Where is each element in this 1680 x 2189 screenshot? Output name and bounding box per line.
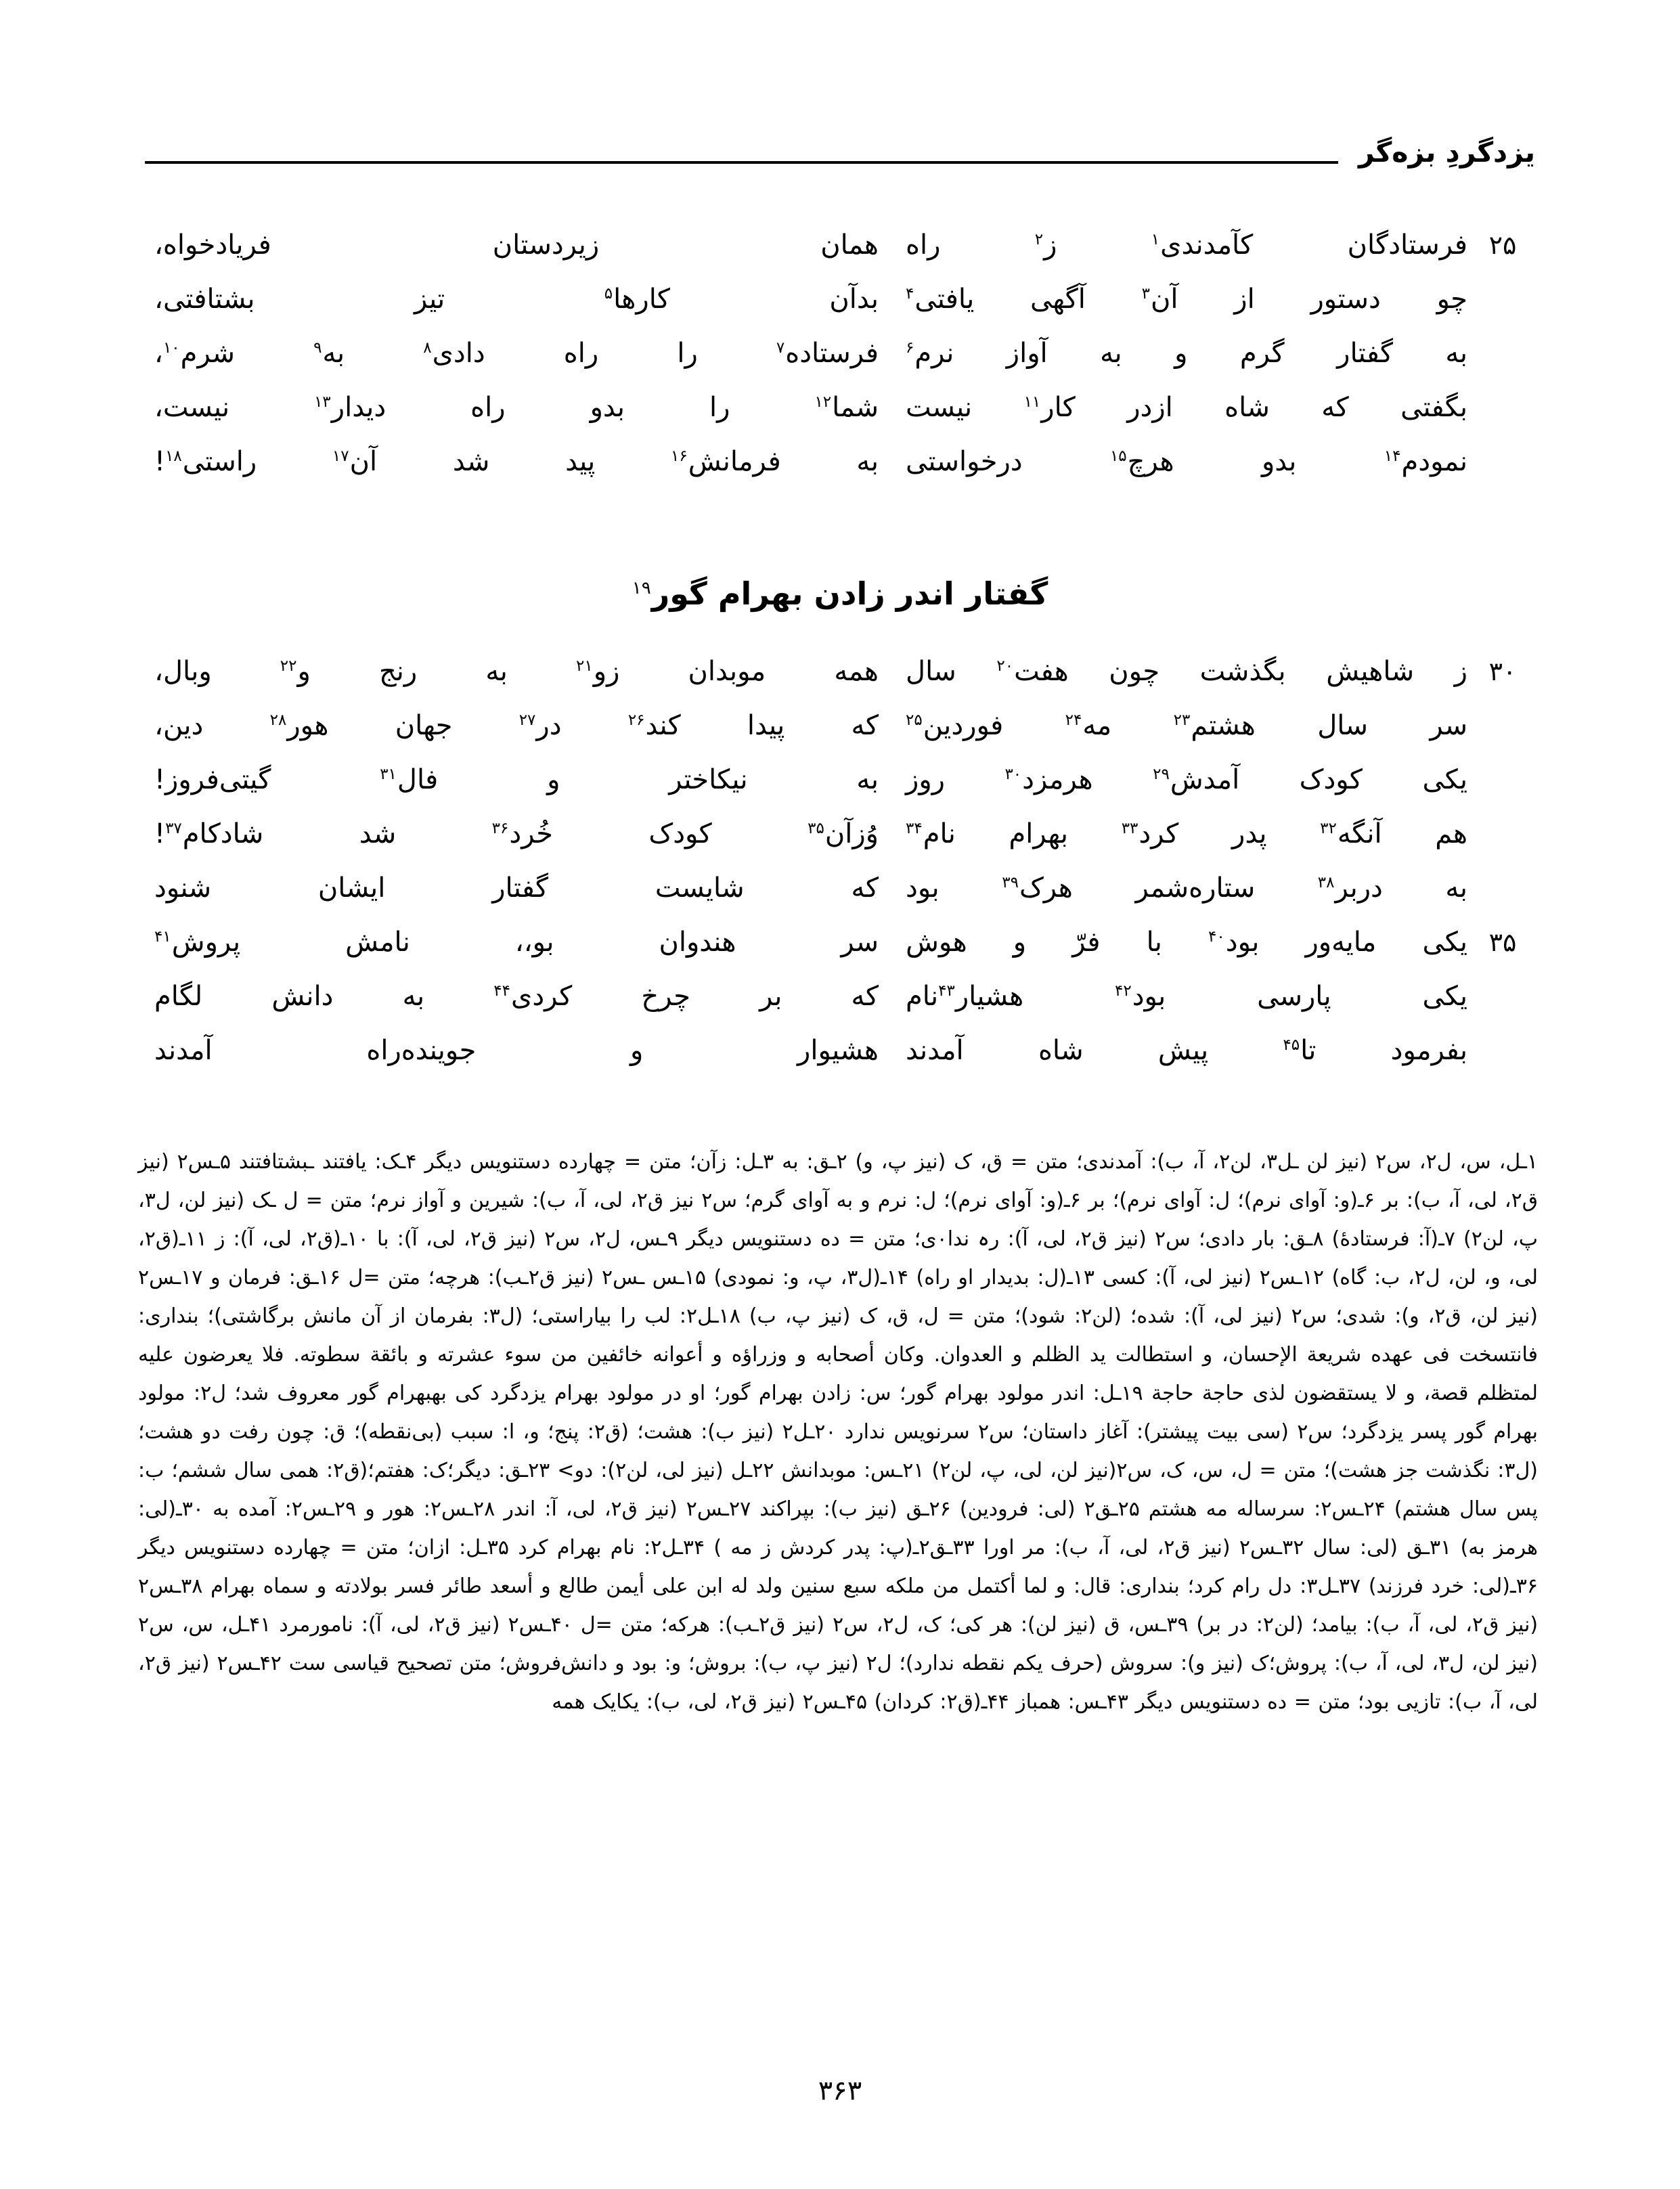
verse-line-number: ۲۵	[1488, 230, 1517, 260]
verse-word: دربر$^{۳۸}$	[1317, 872, 1383, 904]
footnote-marker: ۳۴	[906, 819, 923, 837]
footnote-marker: ۲۲	[280, 657, 297, 675]
verse-word: و	[630, 1035, 644, 1066]
verse-word: شد	[359, 818, 397, 849]
verse-word: فال$^{۳۱}$	[380, 764, 439, 795]
verse-line	[145, 699, 1535, 753]
hemistich-second	[154, 915, 906, 969]
verse-word: یکی	[1422, 764, 1467, 795]
verse-word: گیتی‌فروز!	[154, 764, 271, 795]
verse-word: ز$^۲$	[1034, 229, 1057, 261]
verse-word: که	[851, 981, 879, 1012]
verse-word: شما$^{۱۲}$	[814, 392, 879, 423]
verse-word: آواز	[1006, 338, 1048, 369]
footnote-marker: ۲	[1034, 230, 1044, 248]
verse-word: زیردستان	[492, 229, 600, 261]
verse-word: آن$^۳$	[1141, 284, 1178, 315]
verse-word: و	[1174, 338, 1188, 369]
verse-word: چون	[1109, 656, 1160, 687]
footnote-marker: ۳۷	[165, 819, 182, 837]
verse-word: آنگه$^{۳۲}$	[1320, 818, 1382, 849]
verse-word: یکی	[1422, 981, 1467, 1012]
footnote-marker: ۲۷	[518, 711, 536, 729]
verse-word: کند$^{۲۶}$	[627, 710, 681, 741]
verse-word: هم	[1435, 818, 1467, 849]
verse-word: هرمزد$^{۳۰}$	[1004, 764, 1093, 795]
verse-line	[145, 326, 1535, 380]
verse-word: درخواستی	[906, 446, 1023, 477]
verse-word: به	[856, 764, 879, 795]
footnote-marker: ۱۶	[671, 447, 688, 465]
verse-word: آمدند	[154, 1035, 213, 1066]
verse-word: و$^{۲۲}$	[280, 656, 311, 687]
verse-word: هرچ$^{۱۵}$	[1109, 446, 1174, 477]
footnote-marker: ۴۰	[1208, 927, 1225, 946]
verse-word: گفتار	[1337, 338, 1393, 369]
verse-word: آن$^{۱۷}$	[332, 446, 378, 477]
footnote-marker: ۴۴	[493, 981, 511, 1000]
hemistich-second	[154, 699, 906, 753]
verse-word: نیکاختر	[669, 764, 748, 795]
footnote-marker: ۱۵	[1109, 447, 1127, 465]
verse-word: آمدند	[906, 1035, 964, 1066]
verse-word: راه	[906, 229, 941, 261]
verse-word: مایه‌ور	[1305, 927, 1377, 958]
footnote-marker: ۲۳	[1173, 711, 1191, 729]
verse-word: شایست	[655, 872, 745, 904]
header-rule	[145, 161, 1338, 164]
verse-word: که	[851, 710, 879, 741]
running-header-title: یزدگردِ بزه‌گر	[1358, 136, 1535, 169]
verse-word: بهرام	[1009, 818, 1069, 849]
verse-word: دانش	[271, 981, 334, 1012]
verse-word: خُرد$^{۳۶}$	[491, 818, 553, 849]
verse-word: فوردین$^{۲۵}$	[906, 710, 1004, 741]
verse-word: شاه	[1224, 392, 1270, 423]
verse-word: پید	[565, 446, 596, 477]
verse-line	[145, 435, 1535, 489]
verse-word: موبدان	[688, 656, 766, 687]
verse-line	[145, 644, 1535, 699]
footnote-marker: ۳۲	[1320, 819, 1337, 837]
footnote-marker: ۱۴	[1384, 447, 1401, 465]
hemistich-second	[154, 218, 906, 272]
verse-word: چو	[1436, 284, 1467, 315]
verse-word: هشیوار	[797, 1035, 879, 1066]
verse-word: شرم$^{۱۰}$،	[154, 338, 236, 369]
verse-word: هور$^{۲۸}$	[269, 710, 329, 741]
verse-word: تیز	[414, 284, 445, 315]
footnote-marker: ۱۱	[1023, 393, 1041, 411]
verse-word: به	[402, 981, 425, 1012]
verse-word: بدو	[1261, 446, 1297, 477]
verse-word: چرخ	[641, 981, 691, 1012]
verse-word: نام$^{۳۴}$	[906, 818, 956, 849]
verse-word: نیست	[906, 392, 973, 423]
verse-word: کارها$^۵$	[604, 284, 670, 315]
verse-word: کآمدندی$^۱$	[1151, 229, 1254, 261]
verse-word: همه	[834, 656, 879, 687]
verse-word: آمدش$^{۲۹}$	[1153, 764, 1240, 795]
verse-word: دادی$^۸$	[423, 338, 485, 369]
verse-word: ایشان	[317, 872, 386, 904]
footnote-marker: ۳۱	[380, 765, 397, 783]
verse-line	[145, 380, 1535, 435]
verse-word: سر	[1430, 710, 1467, 741]
verse-word: ازدر	[1127, 392, 1173, 423]
verse-word: لگام	[154, 981, 203, 1012]
verse-word: به$^۹$	[313, 338, 345, 369]
verse-word: نیست،	[154, 392, 230, 423]
verse-word: راه	[563, 338, 599, 369]
hemistich-first	[906, 699, 1470, 753]
verse-word: ز	[1454, 656, 1467, 687]
verse-word: از	[1234, 284, 1255, 315]
footnote-marker: ۱۰	[162, 338, 180, 357]
verse-line	[145, 218, 1535, 272]
verse-word: پروش$^{۴۱}$	[154, 927, 241, 958]
hemistich-second	[154, 326, 906, 380]
section-heading: گفتار اندر زادن بهرام گور$^{۱۹}$	[632, 575, 1048, 612]
verse-word: و	[547, 764, 560, 795]
footnote-marker: ۱۳	[314, 393, 331, 411]
verse-word: بود$^{۴۲}$	[1114, 981, 1166, 1012]
verse-word: فرستادگان	[1347, 229, 1467, 261]
hemistich-second	[154, 807, 906, 861]
verse-word: بدو	[590, 392, 625, 423]
verse-word: شنود	[154, 872, 212, 904]
hemistich-second	[154, 435, 906, 489]
verse-word: روز	[906, 764, 945, 795]
footnote-marker: ۴۲	[1114, 981, 1132, 1000]
footnote-marker: ۱۷	[332, 447, 349, 465]
verse-word: گفتار	[492, 872, 549, 904]
hemistich-first	[906, 380, 1470, 435]
verse-word: و	[1013, 927, 1027, 958]
verse-word: سر	[841, 927, 879, 958]
verse-word: هوش	[906, 927, 967, 958]
verse-word: سال	[1317, 710, 1368, 741]
verse-word: فرستاده$^۷$	[776, 338, 879, 369]
verse-word: گرم	[1239, 338, 1285, 369]
footnote-marker: ۳	[1141, 284, 1151, 303]
verse-line	[145, 1023, 1535, 1078]
verse-word: بگفتی	[1400, 392, 1467, 423]
verse-word: یکی	[1422, 927, 1467, 958]
hemistich-first	[906, 218, 1470, 272]
footnote-marker: ۴۳	[938, 981, 955, 1000]
hemistich-first	[906, 1023, 1470, 1078]
verse-word: بر	[759, 981, 782, 1012]
footnote-marker: ۴۱	[154, 927, 171, 946]
verse-word: پیدا	[747, 710, 785, 741]
verse-word: شد	[452, 446, 490, 477]
running-header	[145, 119, 1535, 171]
verse-word: آگهی	[1030, 284, 1086, 315]
verse-word: بشتافتی،	[154, 284, 255, 315]
verse-word: کردی$^{۴۴}$	[493, 981, 573, 1012]
verse-word: راه	[470, 392, 506, 423]
footnote-marker: ۵	[604, 284, 613, 303]
hemistich-second	[154, 1023, 906, 1078]
verse-word: را	[709, 392, 730, 423]
verse-line-number: ۳۵	[1488, 927, 1517, 957]
footnote-marker: ۷	[776, 338, 785, 357]
verse-block-lower	[145, 644, 1535, 1078]
verse-word: دین،	[154, 710, 204, 741]
verse-word: که	[851, 872, 879, 904]
footnote-marker: ۱۹	[632, 577, 651, 598]
verse-word: به	[856, 446, 879, 477]
verse-line	[145, 861, 1535, 915]
footnote-marker: ۳۶	[491, 819, 509, 837]
verse-word: بو،،	[514, 927, 554, 958]
verse-word: مه$^{۲۴}$	[1065, 710, 1112, 741]
verse-word: زو$^{۲۱}$	[576, 656, 620, 687]
verse-word: سال	[906, 656, 956, 687]
verse-word: کار$^{۱۱}$	[1023, 392, 1076, 423]
footnote-marker: ۴	[906, 284, 914, 303]
verse-word: هرک$^{۳۹}$	[1002, 872, 1073, 904]
verse-line	[145, 915, 1535, 969]
footnote-marker: ۲۹	[1153, 765, 1170, 783]
footnote-marker: ۱	[1151, 230, 1160, 248]
hemistich-second	[154, 272, 906, 326]
verse-word: نمودم$^{۱۴}$	[1384, 446, 1467, 477]
verse-word: یافتی$^۴$	[906, 284, 975, 315]
verse-word: کرد$^{۳۳}$	[1121, 818, 1179, 849]
verse-word: دستور	[1310, 284, 1381, 315]
verse-word: فرمانش$^{۱۶}$	[671, 446, 781, 477]
verse-word: وبال،	[154, 656, 212, 687]
verse-word: جوینده‌راه	[366, 1035, 477, 1066]
hemistich-first	[906, 435, 1470, 489]
hemistich-second	[154, 380, 906, 435]
footnote-marker: ۸	[423, 338, 432, 357]
footnote-marker: ۴۵	[1283, 1036, 1300, 1054]
verse-word: هشتم$^{۲۳}$	[1173, 710, 1256, 741]
footnote-marker: ۳۸	[1317, 873, 1335, 891]
verse-word: به	[485, 656, 508, 687]
footnote-marker: ۳۹	[1002, 873, 1019, 891]
verse-line	[145, 807, 1535, 861]
hemistich-second	[154, 753, 906, 807]
verse-word: کودک	[648, 818, 712, 849]
verse-word: به	[1100, 338, 1122, 369]
hemistich-second	[154, 644, 906, 699]
verse-word: راستی$^{۱۸}$!	[154, 446, 257, 477]
footnote-marker: ۲۵	[906, 711, 923, 729]
hemistich-second	[154, 861, 906, 915]
verse-block-upper	[145, 218, 1535, 489]
verse-word: جهان	[395, 710, 453, 741]
verse-word: نرم$^۶$	[906, 338, 954, 369]
verse-word: هفت$^{۲۰}$	[996, 656, 1069, 687]
hemistich-second	[154, 969, 906, 1023]
footnote-marker: ۲۱	[576, 657, 593, 675]
footnote-marker: ۲۶	[627, 711, 645, 729]
verse-word: وُزآن$^{۳۵}$	[808, 818, 879, 849]
footnote-marker: ۲۰	[996, 657, 1014, 675]
hemistich-first	[906, 807, 1470, 861]
verse-word: در$^{۲۷}$	[518, 710, 562, 741]
verse-word: با	[1146, 927, 1162, 958]
verse-word: پیش	[1157, 1035, 1209, 1066]
verse-word: شاهیش	[1326, 656, 1415, 687]
footnote-marker: ۲۴	[1065, 711, 1082, 729]
footnote-marker: ۳۵	[808, 819, 824, 837]
verse-line-number: ۳۰	[1488, 657, 1517, 686]
footnote-marker: ۲۸	[269, 711, 287, 729]
hemistich-first	[906, 753, 1470, 807]
verse-word: پدر	[1232, 818, 1267, 849]
verse-word: بگذشت	[1199, 656, 1286, 687]
footnote-marker: ۱۸	[165, 447, 182, 465]
hemistich-first	[906, 915, 1470, 969]
verse-line	[145, 753, 1535, 807]
verse-word: شادکام$^{۳۷}$!	[154, 818, 264, 849]
verse-word: به	[1445, 872, 1467, 904]
footnote-marker: ۹	[313, 338, 322, 357]
hemistich-first	[906, 272, 1470, 326]
verse-word: هندوان	[659, 927, 736, 958]
verse-word: فرّ	[1072, 927, 1101, 958]
verse-word: را	[677, 338, 698, 369]
verse-word: هشیار$^{۴۳}$نام	[906, 981, 1024, 1012]
verse-word: نامش	[345, 927, 410, 958]
verse-word: بود	[906, 872, 940, 904]
hemistich-first	[906, 861, 1470, 915]
verse-word: رنج	[378, 656, 418, 687]
verse-word: پارسی	[1257, 981, 1331, 1012]
verse-word: فریادخواه،	[154, 229, 271, 261]
footnote-marker: ۳۰	[1004, 765, 1022, 783]
hemistich-first	[906, 969, 1470, 1023]
verse-line	[145, 272, 1535, 326]
verse-word: دیدار$^{۱۳}$	[314, 392, 386, 423]
hemistich-first	[906, 644, 1470, 699]
verse-word: که	[1321, 392, 1349, 423]
verse-word: تا$^{۴۵}$	[1283, 1035, 1317, 1066]
critical-apparatus: ۱ـل، س، ل٢، س٢ (نیز لن ـل٣، لن٢، آ، ب): آمدندی؛ متن = ق، ک (نیز پ، و) ۲ـق: به ۳ـل: زآن؛ متن = چهارده دستنویس دیگر ۴ـک: یافتند ـبشتافتند ۵ـس٢ (نیز ق٢، لی، آ، ب): بر ۶ـ(و: آوای نرم)؛ ل: آوای نرم)؛ بر ۶ـ(و: آوای نرم)؛ ل: نرم و به آوای گرم؛ س٢ نیز ق٢، لی، آ، ب): شیرین و آواز نرم؛ متن = ل ـک (نیز لن، ل٣، پ، لن٢) ۷ـ(آ: فرستادهٔ) ۸ـق: بار دادی؛ س٢ (نیز ق٢، لی، آ): رہ ندا٠ی؛ متن = ده دستنویس دیگر ۹ـس، ل٢، س٢ (نیز ق٢، لی، آ): با ۱۰ـ(ق٢، لی، آ): ز ۱۱ـ(ق٢، لی، و، لن، ل٢، ب: گاه) ۱۲ـس٢ (نیز لی، آ): کسی ۱۳ـ(ل: بدیدار او راه) ۱۴ـ(ل٣، پ، و: نمودی) ۱۵ـس ـس٢ (نیز ق٢ـب): هرچه؛ متن =ل ۱۶ـق: فرمان و ۱۷ـس٢ (نیز لن، ق٢، و): شدی؛ س٢ (نیز لی، آ): شده؛ (لن٢: شود)؛ متن = ل، ق، ک (نیز پ، ب) ۱۸ـل٢: لب را بیاراستی؛ (ل٣: بفرمان از آن مانش برگاشتی)؛ بنداری: فانتسخت فی عهده شریعة الإحسان، و استطالت ید الظلم و العدوان. وکان أصحابه و وزراؤه و أعوانه خائفین من سوء عشرته و بائقة سطوته. فلا یعرضون علیه لمتظلم قصة، و لا یستقضون لذی حاجة حاجة ۱۹ـل: اندر مولود بهرام گور؛ س: زادن بهرام گور؛ او در مولود بهرام یزدگرد کی بهبهرام گور معروف شد؛ ل٢: مولود بهرام گور پسر یزدگرد؛ س٢ (سی بیت پیشتر): آغاز داستان؛ س٢ سرنویس ندارد ۲۰ـل٢ (نیز ب): هشت؛ (ق٢: پنج؛ و، ا: سبب (بی‌نقطه)؛ ق: چون رفت دو هشت؛ (ل٣: نگذشت جز هشت)؛ متن = ل، س، ک، س٢(نیز لن، لی، پ، لن٢) ۲۱ـس: موبدانش ۲۲ـل (نیز لی، لن٢): دو> ۲۳ـق: دیگر؛ک: هفتم؛(ق٢: همی سال ششم؛ ب: پس سال هشتم) ۲۴ـس٢: سرساله مه هشتم ۲۵ـق٢ (لی: فرودین) ۲۶ـق (نیز ب): بپراکند ۲۷ـس٢ (نیز ق٢، لی، آ: اندر ۲۸ـس٢: هور و ۲۹ـس٢: آمده به ۳۰ـ(لی: هرمز به) ۳۱ـق (لی: سال ۳۲ـس٢ (نیز ق٢، لی، آ، ب): مر اورا ۳۳ـق٢ـ(پ: پدر کردش ز مه ) ۳۴ـل٢: نام بهرام کرد ۳۵ـل: ازان؛ متن = چهارده دستنویس دیگر ۳۶ـ(لی: خرد فرزند) ۳۷ـل٣: دل رام کرد؛ بنداری: قال: و لما أکتمل من ملکه سبع سنین ولد له ابن علی أیمن طالع و أسعد طائر فسر بولادته و سماه بهرام ۳۸ـس٢ (نیز ق٢، لی، آ، ب): بیامد؛ (لن٢: در بر) ۳۹ـس، ق (نیز لن): هر کی؛ ک، ل٢، س٢ (نیز ق٢ـب): هرکه؛ متن =ل ۴۰ـس٢ (نیز ق٢، لی، آ): نامورمرد ۴۱ـل، س، س٢ (نیز لن، ل٣، لی، آ، ب): پروش؛ک (نیز و): سروش (حرف یکم نقطه ندارد)؛ ل٢ (نیز پ، ب): بروش؛ و: بود و دانش‌فروش؛ متن تصحیح قیاسی ست ۴۲ـس٢ (نیز ق٢، لی، آ، ب): تازیی بود؛ متن = ده دستنویس دیگر ۴۳ـس: همباز ۴۴ـ(ق٢: کردان) ۴۵ـس٢ (نیز ق٢، لی، ب): یکایک همه	[138, 1150, 1539, 1714]
verse-word: به	[1445, 338, 1467, 369]
verse-word: همان	[820, 229, 879, 261]
hemistich-first	[906, 326, 1470, 380]
page-number: ۳۶۳	[818, 2075, 862, 2106]
verse-word: شاه	[1038, 1035, 1084, 1066]
verse-word: بود$^{۴۰}$	[1208, 927, 1260, 958]
verse-word: بدآن	[829, 284, 879, 315]
verse-word: ستاره‌شمر	[1135, 872, 1256, 904]
footnote-marker: ۳۳	[1121, 819, 1139, 837]
verse-word: بفرمود	[1390, 1035, 1467, 1066]
footnote-marker: ۶	[906, 338, 914, 357]
footnote-marker: ۱۲	[814, 393, 832, 411]
verse-word: کودک	[1299, 764, 1363, 795]
verse-line	[145, 969, 1535, 1023]
